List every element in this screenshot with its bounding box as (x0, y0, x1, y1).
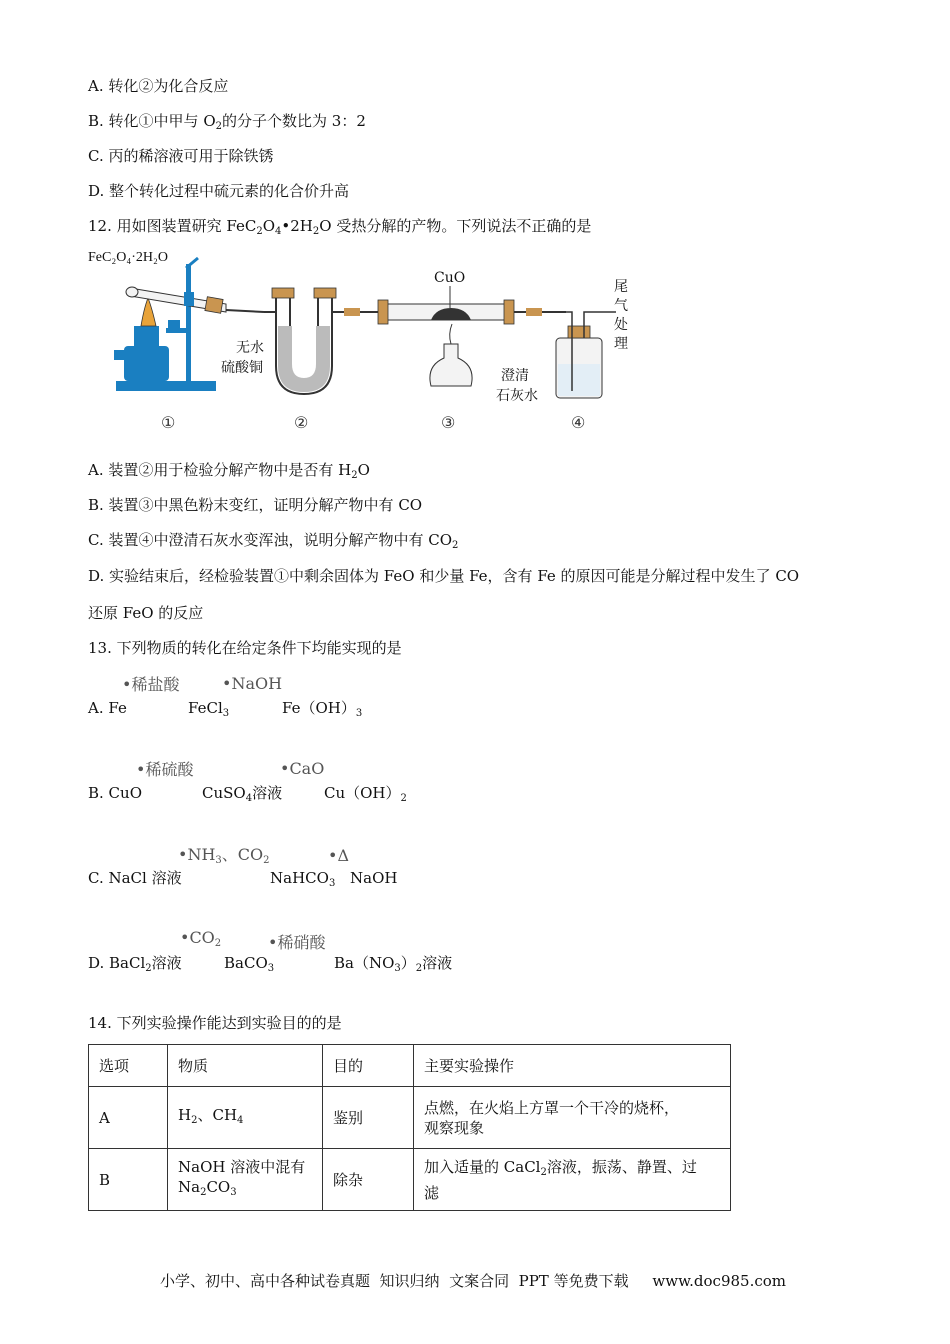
page-footer[interactable]: 小学、初中、高中各种试卷真题 知识归纳 文案合同 PPT 等免费下载 www.doc985.com (160, 1272, 787, 1290)
q13-b-reagent-1: •稀硫酸 (136, 760, 194, 779)
device-label-3: ③ (441, 413, 456, 432)
anhydrous-label-2: 硫酸铜 (221, 360, 263, 376)
table-row (89, 1149, 731, 1211)
row-b-substance: NaOH 溶液中混有 $Na_2CO_3$ (168, 1149, 323, 1211)
q13-d-reagent-2: •稀硝酸 (268, 933, 326, 952)
row-a-operation: 点燃，在火焰上方罩一个干冷的烧杯， 观察现象 (414, 1087, 731, 1149)
tail-gas-char-3: 处 (614, 317, 628, 333)
apparatus-diagram (86, 246, 646, 436)
q13-b-reagent-2: •CaO (280, 759, 325, 778)
row-b-option: B (89, 1149, 168, 1211)
device-1-heating (114, 258, 226, 391)
q11-option-c: C. 丙的稀溶液可用于除铁锈 (88, 147, 274, 165)
header-purpose: 目的 (323, 1045, 414, 1087)
cuo-label: CuO (434, 270, 466, 286)
q12-option-b: B. 装置③中黑色粉末变红，证明分解产物中有 CO (88, 496, 423, 514)
q11-option-d: D. 整个转化过程中硫元素的化合价升高 (88, 182, 350, 200)
limewater-label-2: 石灰水 (496, 388, 538, 404)
q13-c-reagent-2: •Δ (328, 846, 349, 865)
q13-a-reagent-1: •稀盐酸 (122, 675, 180, 694)
apparatus-figure (86, 246, 646, 436)
device-label-4: ④ (571, 413, 586, 432)
tail-gas-char-1: 尾 (614, 279, 628, 295)
q13-option-d: D. BaCl$_2$溶液 BaCO$_3$ $Ba(NO_3)_2$溶液 (88, 954, 453, 974)
q13-d-reagent-1: $•CO_2$ (180, 928, 222, 949)
row-a-substance: $H_2$、$CH_4$ (168, 1087, 323, 1149)
q12-stem: 12. 用如图装置研究 $FeC_2O_4•2H_2O$ 受热分解的产物。下列说法不正确的是 (88, 217, 592, 237)
table-header-row (89, 1045, 731, 1087)
q13-option-c: C. NaCl 溶液 NaHCO$_3$ NaOH (88, 869, 398, 889)
reactant-label: FeC₂O₄·2H₂O (88, 250, 168, 265)
header-operation: 主要实验操作 (414, 1045, 731, 1087)
q12-option-d-line1: D. 实验结束后，经检验装置①中剩余固体为 FeO 和少量 Fe，含有 Fe 的原因可能是分解过程中发生了 CO (88, 567, 800, 585)
limewater-label-1: 澄清 (501, 368, 529, 384)
q13-option-a: A. Fe FeCl$_3$ $Fe(OH)_3$ (88, 699, 363, 719)
q14-table (88, 1044, 731, 1211)
tail-gas-char-2: 气 (614, 298, 628, 314)
q11-option-b: B. 转化①中甲与 $O_2$的分子个数比为 3：2 (88, 112, 366, 132)
row-b-operation: 加入适量的 CaCl$_2$溶液，振荡、静置、过 滤 (414, 1149, 731, 1211)
q12-option-c: C. 装置④中澄清石灰水变浑浊，说明分解产物中有 $CO_2$ (88, 531, 459, 551)
q11-option-a: A. 转化②为化合反应 (88, 77, 229, 95)
row-a-option: A (89, 1087, 168, 1149)
q12-option-a: A. 装置②用于检验分解产物中是否有 $H_2O$ (88, 461, 370, 481)
table-row (89, 1087, 731, 1149)
q13-c-reagent-1: $•NH_3$、$CO_2$ (178, 845, 270, 866)
q12-option-d-line2: 还原 FeO 的反应 (88, 604, 204, 622)
q13-stem: 13. 下列物质的转化在给定条件下均能实现的是 (88, 639, 402, 657)
device-4-bottle (496, 279, 628, 404)
device-label-2: ② (294, 413, 309, 432)
device-2-u-tube (221, 288, 386, 394)
tail-gas-char-4: 理 (614, 336, 628, 352)
row-a-purpose: 鉴别 (323, 1087, 414, 1149)
q14-stem: 14. 下列实验操作能达到实验目的的是 (88, 1014, 342, 1032)
anhydrous-label-1: 无水 (236, 340, 264, 356)
row-b-purpose: 除杂 (323, 1149, 414, 1211)
q13-option-b: B. CuO CuSO$_4$溶液 $Cu(OH)_2$ (88, 784, 407, 804)
header-option: 选项 (89, 1045, 168, 1087)
q13-a-reagent-2: •NaOH (222, 674, 283, 693)
device-label-1: ① (161, 413, 176, 432)
device-3-cuo-tube (378, 270, 566, 386)
header-substance: 物质 (168, 1045, 323, 1087)
